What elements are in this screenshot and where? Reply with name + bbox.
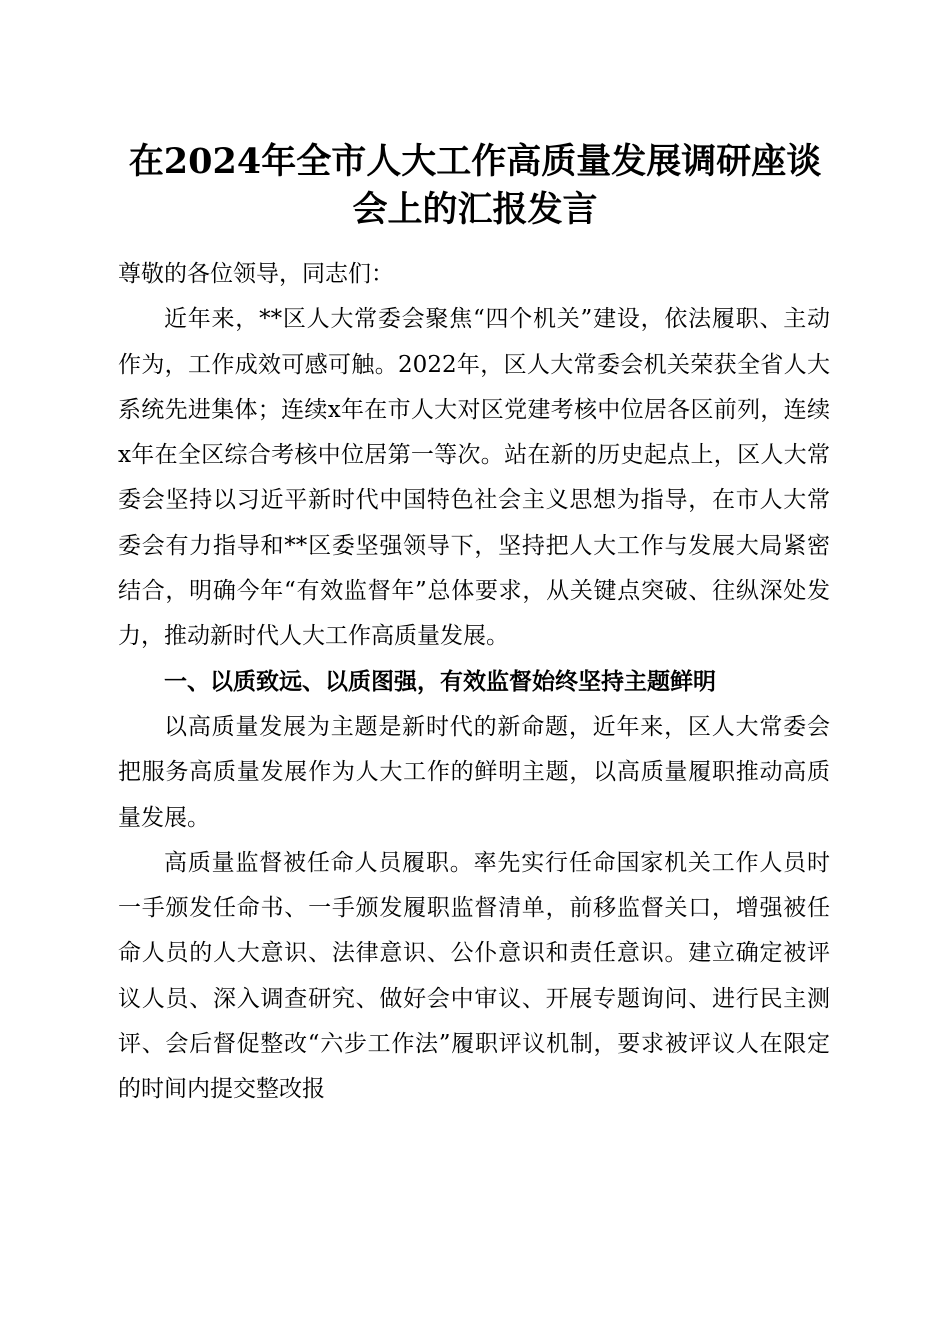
- document-title: [118, 138, 832, 234]
- document-body: [118, 252, 830, 1113]
- paragraph: 近年来，**区人大常委会聚焦“四个机关”建设，依法履职、主动作为，工作成效可感可触。2022年，区人大常委会机关荣获全省人大系统先进集体；连续x年在市人大对区党建考核中位居各区前列，连续x年在全区综合考核中位居第一等次。站在新的历史起点上，区人大常委会坚持以习近平新时代中国特色社会主义思想为指导，在市人大常委会有力指导和**区委坚强领导下，坚持把人大工作与发展大局紧密结合，明确今年“有效监督年”总体要求，从关键点突破、往纵深处发力，推动新时代人大工作高质量发展。: [118, 306, 830, 650]
- section-heading: 一、以质致远、以质图强，有效监督始终坚持主题鲜明: [164, 668, 716, 695]
- title-line-2: 会上的汇报发言: [352, 189, 598, 230]
- salutation: 尊敬的各位领导，同志们：: [118, 261, 394, 287]
- paragraph: 以高质量发展为主题是新时代的新命题，近年来，区人大常委会把服务高质量发展作为人大工作的鲜明主题，以高质量履职推动高质量发展。: [118, 713, 830, 831]
- paragraph: 高质量监督被任命人员履职。率先实行任命国家机关工作人员时一手颁发任命书、一手颁发履职监督清单，前移监督关口，增强被任命人员的人大意识、法律意识、公仆意识和责任意识。建立确定被评议人员、深入调查研究、做好会中审议、开展专题询问、进行民主测评、会后督促整改“六步工作法”履职评议机制，要求被评议人在限定的时间内提交整改报: [118, 849, 830, 1103]
- title-line-1: 在2024年全市人大工作高质量发展调研座谈: [128, 141, 822, 182]
